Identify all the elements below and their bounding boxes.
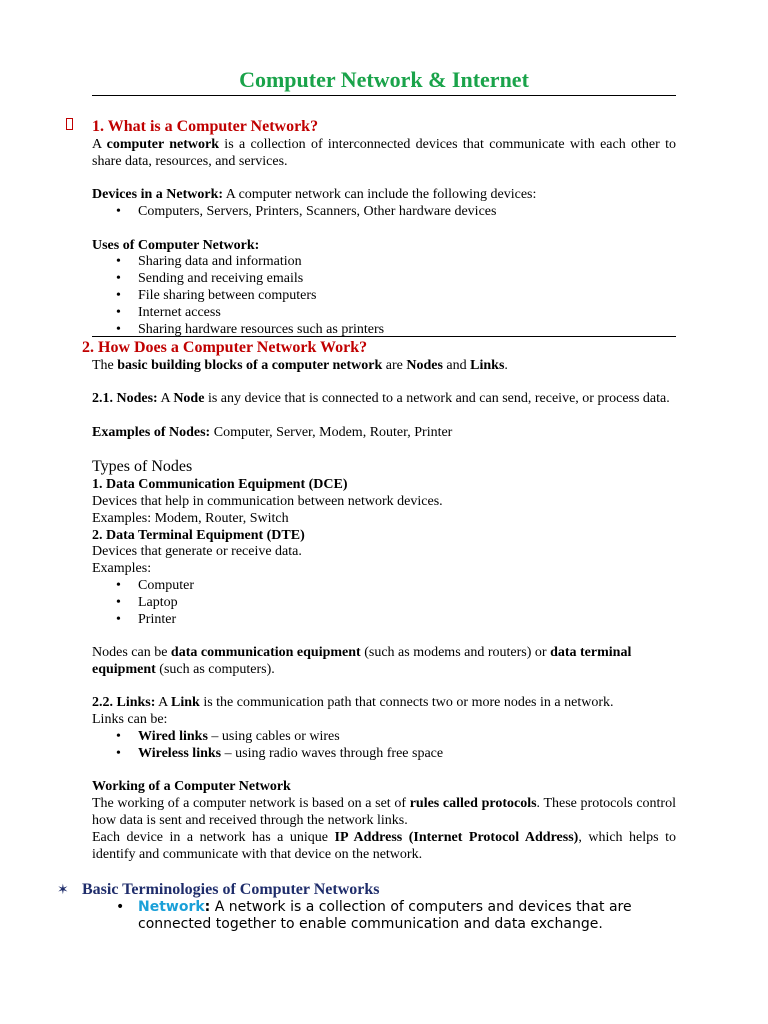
list-item: • Printer xyxy=(92,611,676,628)
list-item: • Sending and receiving emails xyxy=(92,270,676,287)
list-item: • Laptop xyxy=(92,594,676,611)
heading-marker-icon xyxy=(66,118,73,130)
devices-paragraph: Devices in a Network: A computer network can include the following devices: xyxy=(92,187,537,202)
uses-list xyxy=(92,253,676,338)
nodes-definition: 2.1. Nodes: A Node is any device that is connected to a network and can send, receive, or process data. xyxy=(92,391,670,406)
dce-examples: Examples: Modem, Router, Switch xyxy=(92,511,289,526)
dce-title: 1. Data Communication Equipment (DCE) xyxy=(92,477,348,492)
list-item: • Network: A network is a collection of computers and devices that are connected together to enable communication and data exchange. xyxy=(92,899,676,933)
section1-heading: 1. What is a Computer Network? xyxy=(92,118,319,135)
section3-heading: Basic Terminologies of Computer Networks xyxy=(82,881,380,898)
building-blocks-text: The basic building blocks of a computer network are Nodes and Links. xyxy=(92,358,508,373)
uses-heading: Uses of Computer Network: xyxy=(92,238,260,253)
types-of-nodes-heading: Types of Nodes xyxy=(92,458,193,475)
star-bullet-icon: ✶ xyxy=(57,883,69,898)
list-item: • Computer xyxy=(92,577,676,594)
computer-network-definition: A computer network is a collection of interconnected devices that communicate with each other to share data, resources, and services. xyxy=(92,137,676,169)
section-divider xyxy=(92,336,676,337)
title-divider xyxy=(92,95,676,96)
nodes-examples: Examples of Nodes: Computer, Server, Modem, Router, Printer xyxy=(92,425,453,440)
nodes-can-be-paragraph: Nodes can be data communication equipment (such as modems and routers) or data terminal equipment (such as computers). xyxy=(92,645,632,677)
term-network: Network xyxy=(138,899,205,915)
list-item: • Internet access xyxy=(92,304,676,321)
links-definition: 2.2. Links: A Link is the communication path that connects two or more nodes in a network. xyxy=(92,695,614,710)
list-item: • Sharing hardware resources such as printers xyxy=(92,321,676,338)
list-item: • Wireless links – using radio waves through free space xyxy=(92,745,676,762)
links-can-be: Links can be: xyxy=(92,712,168,727)
section2-heading: 2. How Does a Computer Network Work? xyxy=(82,339,368,356)
dte-examples-label: Examples: xyxy=(92,561,152,576)
dte-title: 2. Data Terminal Equipment (DTE) xyxy=(92,528,305,543)
dce-description: Devices that help in communication between network devices. xyxy=(92,494,443,509)
page-title: Computer Network & Internet xyxy=(239,67,529,92)
working-paragraph-1: The working of a computer network is based on a set of rules called protocols. These protocols control how data is sent and received through the network links. xyxy=(92,796,676,828)
dte-description: Devices that generate or receive data. xyxy=(92,544,302,559)
working-heading: Working of a Computer Network xyxy=(92,779,291,794)
devices-list xyxy=(92,203,676,220)
list-item: • Computers, Servers, Printers, Scanners, Other hardware devices xyxy=(92,203,676,220)
dte-list xyxy=(92,577,676,628)
working-paragraph-2: Each device in a network has a unique IP Address (Internet Protocol Address), which helps to identify and communicate with that device on the network. xyxy=(92,830,676,862)
list-item: • File sharing between computers xyxy=(92,287,676,304)
list-item: • Sharing data and information xyxy=(92,253,676,270)
terminology-list xyxy=(92,899,676,933)
links-list xyxy=(92,728,676,762)
list-item: • Wired links – using cables or wires xyxy=(92,728,676,745)
